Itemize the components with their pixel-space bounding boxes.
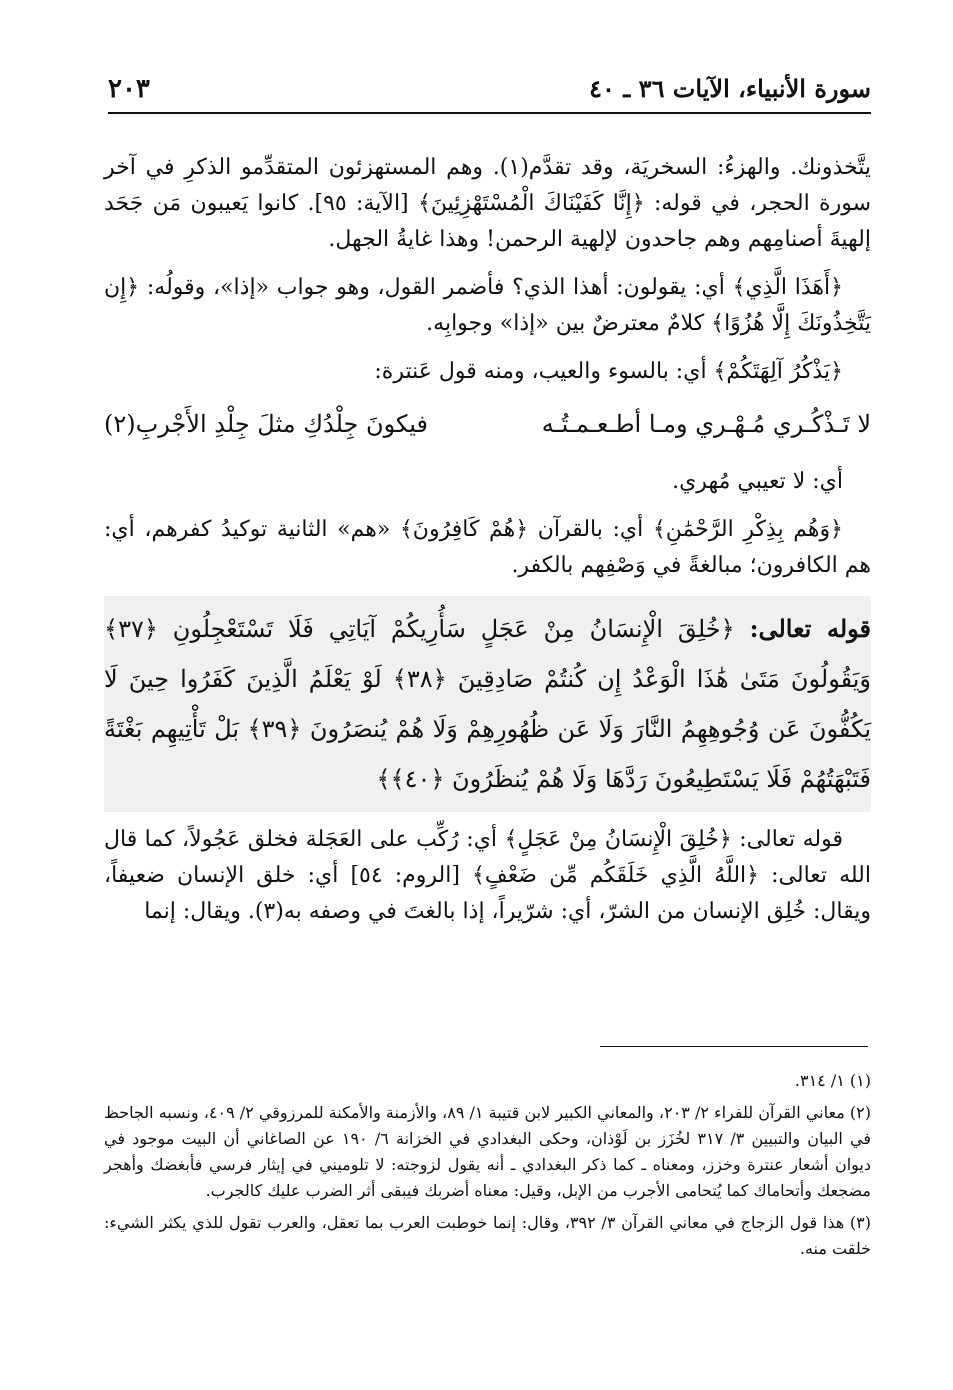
- quran-verses-box: [104, 596, 871, 812]
- verse-first-hemistich: لا تَـذْكُـري مُـهْـري ومـا أطـعـمـتُـه: [541, 410, 871, 438]
- paragraph: ﴿وَهُم بِذِكْرِ الرَّحْمَٰنِ﴾ أي: بالقرآن ﴿هُمْ كَافِرُونَ﴾ «هم» الثانية توكيدُ كفرهم، أي: هم الكافرون؛ مبالغةً في وَصْفِهم بالكفر.: [104, 517, 871, 578]
- running-header: [108, 72, 871, 108]
- page-number: ٢٠٣: [108, 74, 150, 104]
- quran-lead: قوله تعالى:: [749, 614, 872, 643]
- paragraph: ﴿يَذْكُرُ آلِهَتَكُمْ﴾ أي: بالسوء والعيب، ومنه قول عَنترة:: [374, 359, 843, 384]
- footnote: (٢) معاني القرآن للفراء ٢/ ٢٠٣، والمعاني الكبير لابن قتيبة ١/ ٨٩، والأزمنة والأمكنة للمرزوقي ٢/ ٤٠٩، ونسبه الجاحظ في البيان والتبيين ٣/ ٣١٧ لخُزَز بن لَوْذان، وحكى البغدادي في الخزانة ٦/ ١٩٠ عن الصاغاني أن البيت موجود في ديوان أشعار عنترة وخزز، ومعناه ـ كما ذكر البغدادي ـ أنه يقول لزوجته: لا تلوميني في إيثار فرسي فأبغضك وأهجر مضجعك وأتحاماك كما يُتحامى الأجرب من الإبل، وقيل: معناه أضربك فيبقى أثر الضرب عليك كالجرب.: [104, 1103, 872, 1200]
- header-surah-title: سورة الأنبياء، الآيات ٣٦ ـ ٤٠: [589, 74, 871, 103]
- poetry-verse: [104, 402, 871, 452]
- main-text: [104, 150, 871, 942]
- quran-text: ﴿خُلِقَ الْإِنسَانُ مِنْ عَجَلٍ سَأُرِيكُمْ آيَاتِي فَلَا تَسْتَعْجِلُونِ ﴿٣٧﴾ وَيَقُولُونَ مَتَىٰ هَٰذَا الْوَعْدُ إِن كُنتُمْ صَادِقِينَ ﴿٣٨﴾ لَوْ يَعْلَمُ الَّذِينَ كَفَرُوا حِينَ لَا يَكُفُّونَ عَن وُجُوهِهِمُ النَّارَ وَلَا عَن ظُهُورِهِمْ وَلَا هُمْ يُنصَرُونَ ﴿٣٩﴾ بَلْ تَأْتِيهِم بَغْتَةً فَتَبْهَتُهُمْ فَلَا يَسْتَطِيعُونَ رَدَّهَا وَلَا هُمْ يُنظَرُونَ ﴿٤٠﴾﴾: [104, 615, 871, 793]
- footnote: (٣) هذا قول الزجاج في معاني القرآن ٣/ ٣٩٢، وقال: إنما خوطبت العرب بما تعقل، والعرب تقول للذي يكثر الشيء: خلقت منه.: [104, 1213, 872, 1258]
- paragraph: أي: لا تعيبي مُهري.: [672, 469, 843, 494]
- footnotes: [104, 1068, 871, 1268]
- footnote-rule: [600, 1046, 868, 1047]
- footnote: (١) ١/ ٣١٤.: [794, 1071, 871, 1090]
- paragraph: يتَّخذونك. والهزءُ: السخريَة، وقد تقدَّم(١). وهم المستهزئون المتقدِّمو الذكرِ في آخر سورة الحجر، في قوله: ﴿إِنَّا كَفَيْنَاكَ الْمُسْتَهْزِئِينَ﴾ [الآية: ٩٥]. كانوا يَعيبون مَن جَحَد إلهيةَ أصنامِهم وهم جاحدون لإلهية الرحمن! وهذا غايةُ الجهل.: [104, 155, 872, 252]
- paragraph: ﴿أَهَذَا الَّذِي﴾ أي: يقولون: أهذا الذي؟ فأضمر القول، وهو جواب «إذا»، وقولُه: ﴿إِن يَتَّخِذُونَكَ إِلَّا هُزُوًا﴾ كلامٌ معترضٌ بين «إذا» وجوابِه.: [104, 275, 871, 336]
- verse-second-hemistich: فيكونَ جِلْدُكِ مثلَ جِلْدِ الأَجْربِ(٢): [104, 410, 428, 438]
- header-rule: [108, 112, 871, 114]
- paragraph: قوله تعالى: ﴿خُلِقَ الْإِنسَانُ مِنْ عَجَلٍ﴾ أي: رُكِّب على العَجَلة فخلق عَجُولاً، كما قال الله تعالى: ﴿اللَّهُ الَّذِي خَلَقَكُم مِّن ضَعْفٍ﴾ [الروم: ٥٤] أي: خلق الإنسان ضعيفاً، ويقال: خُلِق الإنسان من الشرّ، أي: شرّيراً، إذا بالغتَ في وصفه به(٣). ويقال: إنما: [104, 827, 871, 924]
